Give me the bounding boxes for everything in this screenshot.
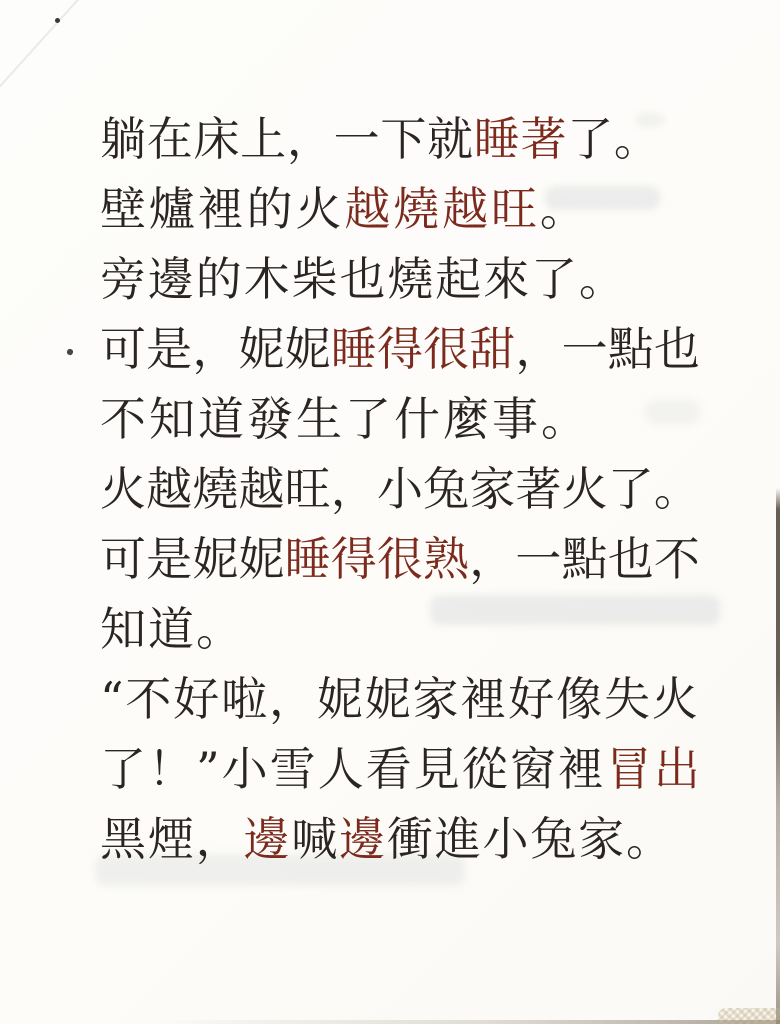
character: 進 [434, 812, 481, 866]
character: 失 [603, 672, 650, 726]
character: 起 [435, 252, 482, 306]
character: 睡 [330, 322, 377, 376]
character: 。 [613, 112, 660, 166]
character: 黑 [100, 812, 146, 866]
character: 了 [100, 742, 146, 796]
character: ， [268, 672, 315, 726]
character: 妮 [192, 532, 239, 586]
character: 上 [240, 112, 287, 166]
character: 木 [243, 252, 290, 306]
character: 燒 [393, 182, 440, 236]
character: 點 [561, 532, 608, 586]
character: 下 [380, 112, 427, 166]
text-line [100, 594, 700, 664]
text-line [100, 314, 700, 384]
character: 點 [607, 322, 654, 376]
scan-edge-shadow-bottom [150, 1020, 780, 1024]
character: 煙 [147, 812, 194, 866]
text-line [100, 104, 660, 174]
character: 燒 [192, 462, 239, 516]
character: 很 [423, 322, 470, 376]
character: 小 [221, 742, 268, 796]
character: 雪 [269, 742, 316, 796]
character: 在 [146, 112, 193, 166]
character: 是 [146, 322, 193, 376]
character: 邊 [339, 812, 386, 866]
character: ， [195, 812, 242, 866]
character: 不 [100, 392, 146, 446]
character: 越 [442, 182, 489, 236]
character: 道 [148, 602, 194, 656]
character: 的 [195, 252, 242, 306]
character: 妮 [284, 322, 331, 376]
character: 裡 [460, 672, 507, 726]
ink-speck-top [55, 18, 60, 23]
character: 越 [238, 462, 285, 516]
character: 的 [246, 182, 293, 236]
character: 好 [173, 672, 220, 726]
character: 得 [376, 322, 423, 376]
character: 了 [607, 462, 654, 516]
character: 爐 [148, 182, 195, 236]
text-line [100, 244, 625, 314]
character: 像 [556, 672, 603, 726]
character: 可 [100, 322, 146, 376]
character: 旺 [284, 462, 331, 516]
character: 小 [482, 812, 529, 866]
ink-speck-left-margin [66, 348, 74, 356]
character: 妮 [238, 532, 285, 586]
character: 見 [413, 742, 460, 796]
character: 看 [365, 742, 412, 796]
character: 。 [196, 602, 242, 656]
character: 火 [561, 462, 608, 516]
character: 知 [149, 392, 195, 446]
scan-edge-shadow-right [776, 488, 780, 1024]
character: 出 [653, 742, 700, 796]
character: 。 [653, 462, 700, 516]
character: 火 [100, 462, 146, 516]
character: 窗 [509, 742, 556, 796]
character: 睡 [284, 532, 331, 586]
character: ， [330, 462, 377, 516]
character: 小 [376, 462, 423, 516]
character: ， [469, 532, 516, 586]
character: 了 [345, 392, 391, 446]
character: 熟 [423, 532, 470, 586]
page-corner-fold-line [0, 0, 79, 88]
scan-noise-bottom-right [718, 1008, 780, 1024]
text-line [100, 174, 586, 244]
character: 人 [317, 742, 364, 796]
character: 了 [567, 112, 614, 166]
character: 越 [344, 182, 391, 236]
character: 兔 [423, 462, 470, 516]
character: 。 [541, 392, 587, 446]
text-line [100, 454, 700, 524]
character: “ [100, 672, 124, 726]
character: 妮 [316, 672, 363, 726]
text-line [100, 384, 587, 454]
character: 啦 [221, 672, 268, 726]
character: 來 [483, 252, 530, 306]
character: 家 [578, 812, 625, 866]
character: 邊 [147, 252, 194, 306]
character: 了 [531, 252, 578, 306]
character: 甜 [469, 322, 516, 376]
character: 生 [296, 392, 342, 446]
character: 一 [515, 532, 562, 586]
text-line [100, 664, 698, 734]
character: 一 [333, 112, 380, 166]
character: 裡 [197, 182, 244, 236]
character: 一 [561, 322, 608, 376]
character: 床 [193, 112, 240, 166]
character: 什 [394, 392, 440, 446]
character: ， [286, 112, 333, 166]
character: 好 [508, 672, 555, 726]
character: 。 [539, 182, 586, 236]
character: 越 [146, 462, 193, 516]
character: 也 [339, 252, 386, 306]
character: 火 [295, 182, 342, 236]
character: 很 [376, 532, 423, 586]
character: 喊 [291, 812, 338, 866]
character: 冒 [605, 742, 652, 796]
character: 著 [520, 112, 567, 166]
text-block [100, 104, 700, 874]
character: 不 [653, 532, 700, 586]
character: 邊 [243, 812, 290, 866]
character: 家 [412, 672, 459, 726]
character: ” [196, 742, 220, 796]
character: 不 [125, 672, 172, 726]
character: 裡 [557, 742, 604, 796]
character: 旁 [100, 252, 146, 306]
character: 燒 [387, 252, 434, 306]
character: 兔 [530, 812, 577, 866]
character: ！ [148, 742, 195, 796]
character: 知 [100, 602, 146, 656]
character: 是 [146, 532, 193, 586]
character: 可 [100, 532, 146, 586]
character: 衝 [386, 812, 433, 866]
character: 麼 [443, 392, 489, 446]
character: 妮 [238, 322, 285, 376]
text-line [100, 734, 700, 804]
character: ， [515, 322, 562, 376]
character: 壁 [100, 182, 146, 236]
character: 火 [651, 672, 698, 726]
character: 睡 [473, 112, 520, 166]
character: 。 [578, 252, 625, 306]
text-line [100, 804, 672, 874]
character: 躺 [100, 112, 146, 166]
character: 家 [469, 462, 516, 516]
character: 事 [492, 392, 538, 446]
character: 從 [461, 742, 508, 796]
character: 。 [625, 812, 672, 866]
character: 也 [607, 532, 654, 586]
character: 旺 [491, 182, 537, 236]
character: 道 [198, 392, 244, 446]
character: 也 [653, 322, 700, 376]
character: 著 [515, 462, 562, 516]
text-line [100, 524, 700, 594]
character: 就 [427, 112, 474, 166]
character: 柴 [291, 252, 338, 306]
character: 得 [330, 532, 377, 586]
character: ， [192, 322, 239, 376]
character: 發 [247, 392, 293, 446]
character: 妮 [364, 672, 411, 726]
